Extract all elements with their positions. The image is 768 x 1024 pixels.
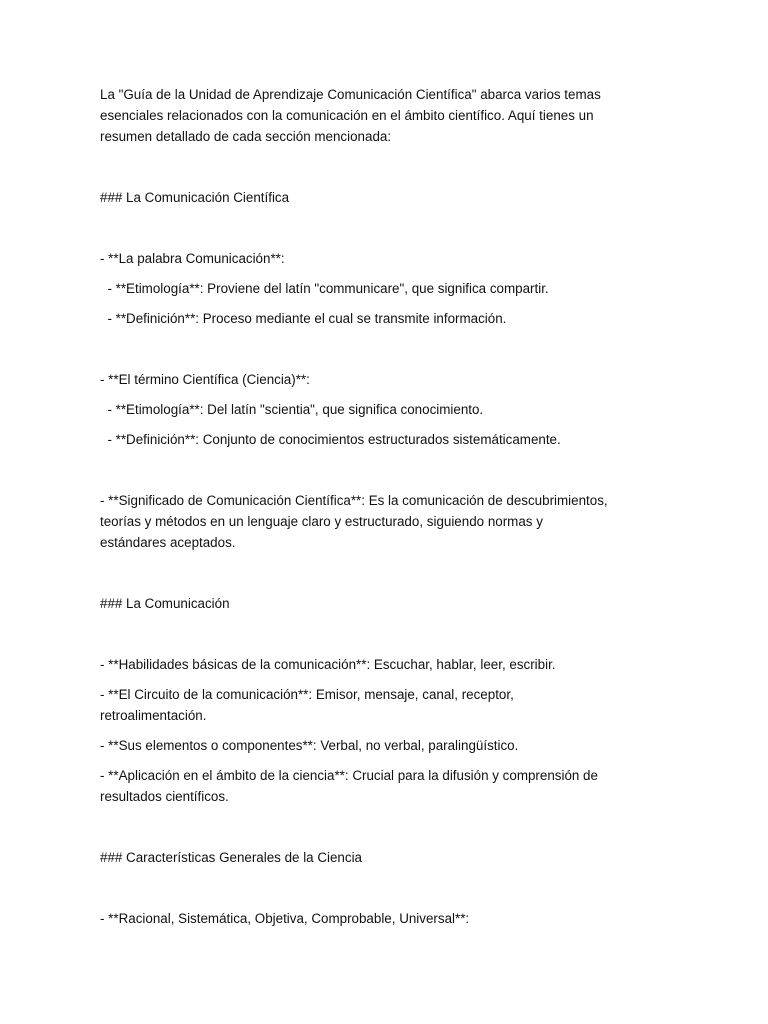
spacer — [100, 726, 610, 735]
list-item: - **Racional, Sistemática, Objetiva, Comprobable, Universal**: — [100, 911, 470, 926]
section-heading-caracteristicas-ciencia: ### Características Generales de la Ciencia — [100, 850, 362, 865]
spacer — [100, 269, 610, 278]
list-subitem: - **Definición**: Proceso mediante el cual se transmite información. — [100, 311, 507, 326]
list-item: - **El Circuito de la comunicación**: Emisor, mensaje, canal, receptor, retroalimentación. — [100, 687, 518, 723]
spacer — [100, 147, 610, 187]
spacer — [100, 420, 610, 429]
spacer — [100, 390, 610, 399]
list-item: - **Habilidades básicas de la comunicación**: Escuchar, hablar, leer, escribir. — [100, 657, 556, 672]
list-subitem: - **Etimología**: Proviene del latín "communicare", que significa compartir. — [100, 281, 549, 296]
spacer — [100, 614, 610, 654]
section-heading-comunicacion: ### La Comunicación — [100, 596, 230, 611]
spacer — [100, 450, 610, 490]
spacer — [100, 299, 610, 308]
spacer — [100, 756, 610, 765]
spacer — [100, 807, 610, 847]
spacer — [100, 208, 610, 248]
list-item: - **La palabra Comunicación**: — [100, 251, 285, 266]
spacer — [100, 553, 610, 593]
list-item: - **Aplicación en el ámbito de la ciencia**: Crucial para la difusión y comprensión de resultados científicos. — [100, 768, 602, 804]
list-subitem: - **Etimología**: Del latín "scientia", que significa conocimiento. — [100, 402, 484, 417]
intro-paragraph: La "Guía de la Unidad de Aprendizaje Comunicación Científica" abarca varios temas esenciales relacionados con la comunicación en el ámbito científico. Aquí tienes un resumen detallado de cada sección mencionada: — [100, 87, 605, 144]
list-item: - **Significado de Comunicación Científica**: Es la comunicación de descubrimientos, teorías y métodos en un lenguaje claro y estructurado, siguiendo normas y estándares aceptados. — [100, 493, 612, 550]
spacer — [100, 868, 610, 908]
spacer — [100, 675, 610, 684]
list-subitem: - **Definición**: Conjunto de conocimientos estructurados sistemáticamente. — [100, 432, 561, 447]
spacer — [100, 329, 610, 369]
list-item: - **El término Científica (Ciencia)**: — [100, 372, 310, 387]
document-body — [100, 84, 610, 929]
list-item: - **Sus elementos o componentes**: Verbal, no verbal, paralingüístico. — [100, 738, 519, 753]
section-heading-comunicacion-cientifica: ### La Comunicación Científica — [100, 190, 290, 205]
